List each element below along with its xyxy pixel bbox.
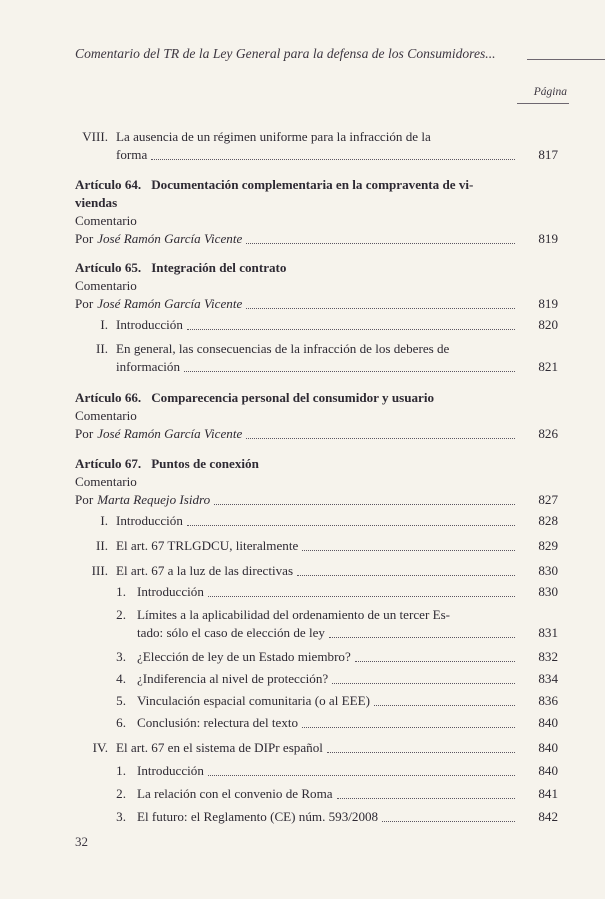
entry-title-line: ¿Indiferencia al nivel de protección?	[137, 671, 329, 686]
by-label: Por	[75, 426, 94, 441]
comment-label: Comentario	[75, 213, 137, 228]
article-title: Comparecencia personal del consumidor y usuario	[151, 390, 435, 405]
article-heading	[75, 176, 473, 194]
dot-leader	[302, 726, 515, 728]
entry-title-with-leader	[116, 739, 520, 757]
section-number: 1.	[116, 763, 126, 778]
toc-entry-line	[0, 670, 605, 688]
article-number: Artículo 64.	[75, 177, 142, 192]
entry-title-line: Conclusión: relectura del texto	[137, 715, 299, 730]
page-number: 831	[538, 625, 558, 640]
section-number: 2.	[116, 607, 126, 622]
author-line	[0, 230, 605, 248]
entry-title-line: La relación con el convenio de Roma	[137, 786, 333, 801]
entry-title-line: Límites a la aplicabilidad del ordenamiento de un tercer Es-	[137, 607, 451, 622]
entry-title-with-leader	[137, 762, 520, 780]
article-number: Artículo 66.	[75, 390, 142, 405]
section-number: VIII.	[82, 129, 108, 144]
dot-leader	[246, 437, 515, 439]
toc-entry-line	[0, 714, 605, 732]
entry-title-line: El art. 67 TRLGDCU, literalmente	[116, 538, 299, 553]
entry-title-line: tado: sólo el caso de elección de ley	[137, 625, 325, 640]
entry-title-with-leader	[137, 648, 520, 666]
page-number: 827	[538, 492, 558, 507]
dot-leader	[382, 820, 515, 822]
running-head	[75, 46, 575, 62]
dot-leader	[327, 751, 515, 753]
entry-title-line: La ausencia de un régimen uniforme para la infracción de la	[116, 129, 431, 144]
by-label: Por	[75, 296, 94, 311]
entry-title-with-leader	[116, 512, 520, 530]
toc-entry-line	[0, 128, 605, 146]
article-heading	[75, 389, 434, 407]
entry-title-with-leader	[75, 491, 520, 509]
entry-title-line: En general, las consecuencias de la infracción de los deberes de	[116, 341, 450, 356]
toc-entry-line	[0, 512, 605, 530]
comment-label: Comentario	[75, 278, 137, 293]
dot-leader	[302, 549, 515, 551]
author-name: José Ramón García Vicente	[97, 231, 243, 246]
toc-entry-line	[0, 692, 605, 710]
author-line	[0, 425, 605, 443]
toc-entry-line	[0, 340, 605, 358]
article-number: Artículo 67.	[75, 456, 142, 471]
dot-leader	[337, 797, 515, 799]
dot-leader	[297, 574, 515, 576]
dot-leader	[246, 242, 515, 244]
dot-leader	[208, 595, 515, 597]
entry-title-line: El art. 67 en el sistema de DIPr español	[116, 740, 323, 755]
article-title: Documentación complementaria en la compraventa de vi-	[151, 177, 474, 192]
entry-title-with-leader	[137, 692, 520, 710]
author-name: José Ramón García Vicente	[97, 426, 243, 441]
dot-leader	[151, 158, 515, 160]
entry-title-with-leader	[116, 562, 520, 580]
dot-leader	[332, 682, 515, 684]
toc-entry-line	[0, 606, 605, 624]
toc-entry-line	[0, 583, 605, 601]
section-number: 6.	[116, 715, 126, 730]
page-number: 832	[538, 649, 558, 664]
entry-title-with-leader	[116, 358, 520, 376]
entry-title-with-leader	[137, 624, 520, 642]
page-number: 841	[538, 786, 558, 801]
by-label: Por	[75, 492, 94, 507]
section-number: 1.	[116, 584, 126, 599]
dot-leader	[355, 660, 515, 662]
article-heading-line	[0, 176, 605, 194]
entry-title-line: ¿Elección de ley de un Estado miembro?	[137, 649, 351, 664]
entry-title-line: Introducción	[116, 317, 183, 332]
running-head-text: Comentario del TR de la Ley General para la defensa de los Consumidores...	[75, 46, 496, 61]
by-label: Por	[75, 231, 94, 246]
section-number: 4.	[116, 671, 126, 686]
page-number: 828	[538, 513, 558, 528]
entry-title-with-leader	[75, 425, 520, 443]
article-title: Puntos de conexión	[151, 456, 259, 471]
dot-leader	[184, 370, 515, 372]
dot-leader	[246, 307, 515, 309]
article-heading-line	[0, 194, 605, 212]
comment-label: Comentario	[75, 408, 137, 423]
page-number: 819	[538, 231, 558, 246]
section-number: IV.	[92, 740, 108, 755]
page-column-label: Página	[533, 86, 567, 98]
page-number: 830	[538, 584, 558, 599]
entry-title-line: Introducción	[137, 763, 204, 778]
section-number: II.	[96, 341, 108, 356]
article-number: Artículo 65.	[75, 260, 142, 275]
section-number: 3.	[116, 649, 126, 664]
entry-title-line: El art. 67 a la luz de las directivas	[116, 563, 294, 578]
page-number: 819	[538, 296, 558, 311]
entry-title-with-leader	[116, 537, 520, 555]
author-line	[0, 491, 605, 509]
toc-entry-line	[0, 785, 605, 803]
section-number: III.	[91, 563, 108, 578]
page-number: 840	[538, 763, 558, 778]
dot-leader	[187, 524, 515, 526]
toc-entry-line	[0, 358, 605, 376]
article-heading-line	[0, 389, 605, 407]
section-number: 3.	[116, 809, 126, 824]
comment-label: Comentario	[75, 474, 137, 489]
article-heading-line	[0, 259, 605, 277]
toc-entry-line	[0, 648, 605, 666]
running-head-rule	[527, 59, 605, 60]
section-number: I.	[100, 513, 108, 528]
section-number: II.	[96, 538, 108, 553]
page-number: 834	[538, 671, 558, 686]
author-name: Marta Requejo Isidro	[97, 492, 211, 507]
page-number: 817	[538, 147, 558, 162]
entry-title-with-leader	[137, 583, 520, 601]
entry-title-line: información	[116, 359, 180, 374]
page-number: 820	[538, 317, 558, 332]
entry-title-with-leader	[137, 670, 520, 688]
page-number: 826	[538, 426, 558, 441]
article-heading-line	[0, 455, 605, 473]
entry-title-with-leader	[75, 230, 520, 248]
article-heading	[75, 455, 259, 473]
author-line	[0, 295, 605, 313]
entry-title-line: Introducción	[116, 513, 183, 528]
page-folio: 32	[75, 834, 88, 849]
toc-entry-line	[0, 537, 605, 555]
entry-title-with-leader	[137, 785, 520, 803]
dot-leader	[187, 328, 515, 330]
entry-title-line: Vinculación espacial comunitaria (o al EEE)	[137, 693, 370, 708]
page-number: 829	[538, 538, 558, 553]
toc-entry-line	[0, 762, 605, 780]
toc-entry-line	[0, 316, 605, 334]
page-number: 836	[538, 693, 558, 708]
toc-entry-line	[0, 624, 605, 642]
page-number: 840	[538, 715, 558, 730]
article-heading	[75, 259, 286, 277]
page-number: 821	[538, 359, 558, 374]
article-title: viendas	[75, 195, 118, 210]
entry-title-line: Introducción	[137, 584, 204, 599]
dot-leader	[208, 774, 515, 776]
page-number: 840	[538, 740, 558, 755]
dot-leader	[374, 704, 515, 706]
toc-entry-line	[0, 146, 605, 164]
article-title: Integración del contrato	[151, 260, 287, 275]
entry-title-line: El futuro: el Reglamento (CE) núm. 593/2008	[137, 809, 379, 824]
page-number: 842	[538, 809, 558, 824]
toc-entry-line	[0, 562, 605, 580]
entry-title-with-leader	[116, 316, 520, 334]
entry-title-with-leader	[137, 808, 520, 826]
entry-title-with-leader	[75, 295, 520, 313]
dot-leader	[214, 503, 515, 505]
page-number: 830	[538, 563, 558, 578]
toc-entry-line	[0, 808, 605, 826]
author-name: José Ramón García Vicente	[97, 296, 243, 311]
entry-title-line: forma	[116, 147, 148, 162]
dot-leader	[329, 636, 515, 638]
entry-title-with-leader	[137, 714, 520, 732]
section-number: I.	[100, 317, 108, 332]
page-column-rule	[517, 103, 569, 104]
toc-entry-line	[0, 739, 605, 757]
section-number: 5.	[116, 693, 126, 708]
entry-title-with-leader	[116, 146, 520, 164]
section-number: 2.	[116, 786, 126, 801]
